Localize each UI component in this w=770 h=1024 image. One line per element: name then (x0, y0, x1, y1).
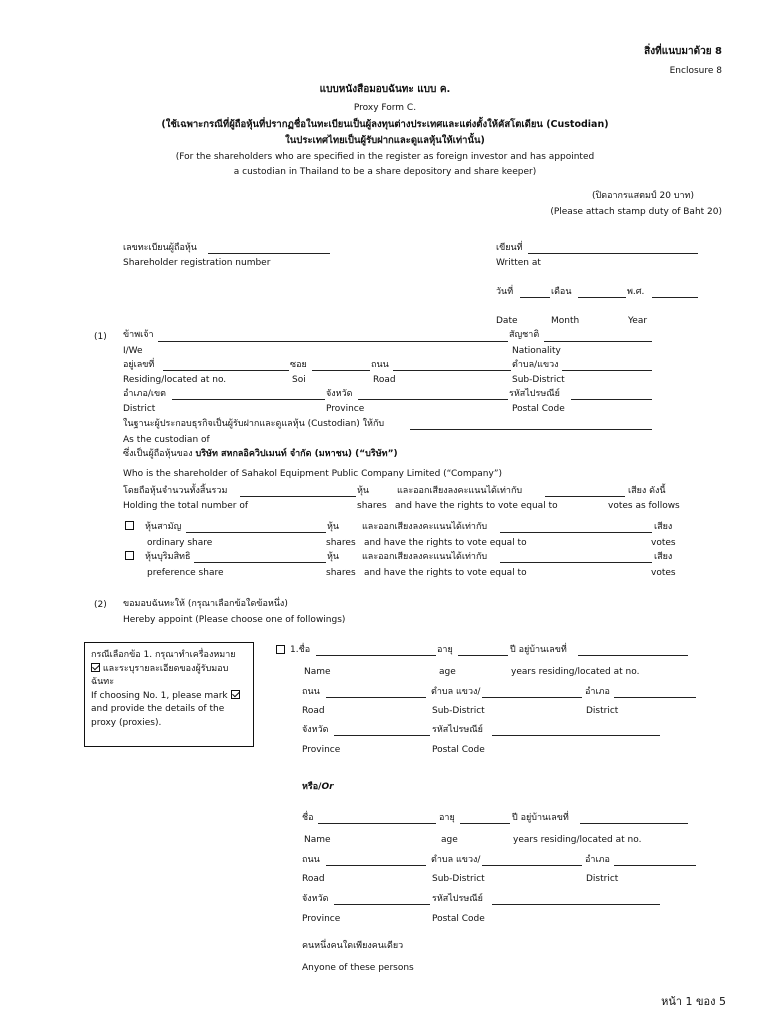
proxy-2-district-label-th: อำเภอ (585, 855, 610, 865)
total-shares-unit-th: หุ้น (357, 486, 370, 496)
ordinary-votes-field[interactable] (500, 532, 652, 533)
proxy-2-province-field[interactable] (334, 904, 430, 905)
total-votes-field[interactable] (545, 496, 625, 497)
proxy-2-postal-code-field[interactable] (492, 904, 660, 905)
proxy-1-district-label-en: District (586, 706, 619, 716)
enclosure-th: สิ่งที่แนบมาด้วย 8 (644, 46, 722, 57)
company-name-th: บริษัท สหกลอิควิปเมนท์ จำกัด (มหาชน) (“บริษัท”) (195, 449, 398, 459)
section-2-number: (2) (94, 600, 107, 610)
total-shares-unit-en: shares (357, 501, 387, 511)
proxy-1-name-label-en: Name (304, 667, 331, 677)
date-label-th: วันที่ (496, 287, 514, 297)
preference-share-label-th: หุ้นบุริมสิทธิ (145, 552, 191, 562)
soi-label-en: Soi (292, 375, 306, 385)
ordinary-share-label-en: ordinary share (147, 538, 213, 548)
written-at-field[interactable] (528, 253, 698, 254)
enclosure-en: Enclosure 8 (669, 66, 722, 76)
votes-follow-en: votes as follows (608, 501, 680, 511)
nationality-field[interactable] (544, 341, 652, 342)
proxy-1-province-label-th: จังหวัด (302, 725, 329, 735)
preference-shares-field[interactable] (194, 562, 326, 563)
note-line-5: and provide the details of the (91, 704, 225, 714)
i-we-label-th: ข้าพเจ้า (123, 330, 154, 340)
district-label-th: อำเภอ/เขต (123, 389, 166, 399)
section-1-number: (1) (94, 332, 107, 342)
total-shares-label-en: Holding the total number of (123, 501, 248, 511)
soi-field[interactable] (312, 370, 370, 371)
proxy-2-province-label-th: จังหวัด (302, 894, 329, 904)
proxy-1-years-label-th: ปี อยู่บ้านเลขที่ (510, 645, 567, 655)
road-field[interactable] (393, 370, 511, 371)
month-label-en: Month (551, 316, 580, 326)
stamp-duty-en: (Please attach stamp duty of Baht 20) (550, 207, 722, 217)
province-label-th: จังหวัด (326, 389, 353, 399)
total-votes-label-en: and have the rights to vote equal to (395, 501, 558, 511)
note-line-3: ฉันทะ (91, 677, 115, 687)
ordinary-shares-field[interactable] (186, 532, 326, 533)
ordinary-votes-label-en: and have the rights to vote equal to (364, 538, 527, 548)
preference-share-unit-en: shares (326, 568, 356, 578)
ordinary-share-unit-th: หุ้น (327, 522, 340, 532)
preference-share-label-en: preference share (147, 568, 224, 578)
ordinary-vote-unit-en: votes (651, 538, 676, 548)
proxy-2-district-field[interactable] (614, 865, 696, 866)
shareholder-name-field[interactable] (158, 341, 508, 342)
month-field[interactable] (578, 297, 626, 298)
anyone-label-th: คนหนึ่งคนใดเพียงคนเดียว (302, 941, 404, 951)
address-label-th: อยู่เลขที่ (123, 360, 155, 370)
proxy-1-postal-label-en: Postal Code (432, 745, 485, 755)
preference-share-checkbox[interactable] (125, 551, 134, 560)
custodian-label-en: As the custodian of (123, 435, 210, 445)
proxy-1-address-number-field[interactable] (578, 655, 688, 656)
proxy-1-subdistrict-label-en: Sub-District (432, 706, 485, 716)
subdistrict-label-th: ตำบล/แขวง (512, 360, 559, 370)
reg-label-en: Shareholder registration number (123, 258, 271, 268)
note-line-4: If choosing No. 1, please mark (91, 690, 228, 701)
proxy-1-name-label-th: 1.ชื่อ (290, 645, 311, 655)
form-title-en: Proxy Form C. (353, 103, 417, 113)
proxy-2-postal-label-en: Postal Code (432, 914, 485, 924)
reg-number-field[interactable] (208, 253, 330, 254)
proxy-1-province-field[interactable] (334, 735, 430, 736)
month-label-th: เดือน (551, 287, 572, 297)
total-shares-label-th: โดยถือหุ้นจำนวนทั้งสิ้นรวม (123, 486, 228, 496)
note-line-1: กรณีเลือกข้อ 1. กรุณาทำเครื่องหมาย (91, 650, 236, 660)
proxy-2-subdistrict-label-en: Sub-District (432, 874, 485, 884)
proxy-1-postal-label-th: รหัสไปรษณีย์ (432, 725, 483, 735)
preference-votes-label-en: and have the rights to vote equal to (364, 568, 527, 578)
votes-follow-th: เสียง ดังนี้ (628, 486, 666, 496)
proxy-2-name-label-en: Name (304, 835, 331, 845)
note-line-4-wrap (91, 690, 247, 704)
stamp-duty-th: (ปิดอากรแสตมป์ 20 บาท) (592, 191, 694, 201)
written-label-th: เขียนที่ (496, 243, 523, 253)
proxy-1-name-field[interactable] (316, 655, 436, 656)
proxy-2-postal-label-th: รหัสไปรษณีย์ (432, 894, 483, 904)
proxy-2-age-field[interactable] (460, 823, 510, 824)
checked-box-icon (231, 690, 240, 699)
holder-statement-en: Who is the shareholder of Sahakol Equipment Public Company Limited (“Company”) (123, 469, 503, 479)
address-label-en: Residing/located at no. (123, 375, 227, 385)
form-subtitle-th-2: ในประเทศไทยเป็นผู้รับฝากและดูแลหุ้นให้เท่านั้น) (285, 135, 485, 146)
note-line-2-wrap (91, 663, 247, 677)
proxy-2-subdistrict-label-th: ตำบล แขวง/ (431, 855, 481, 865)
nationality-label-en: Nationality (512, 346, 561, 356)
custodian-label-th: ในฐานะผู้ประกอบธุรกิจเป็นผู้รับฝากและดูแลหุ้น (Custodian) ให้กับ (123, 419, 385, 429)
province-label-en: Province (326, 404, 365, 414)
proxy-1-district-label-th: อำเภอ (585, 687, 610, 697)
proxy-1-age-label-th: อายุ (437, 645, 453, 655)
proxy-2-name-label-th: ชื่อ (302, 813, 314, 823)
nationality-label-th: สัญชาติ (509, 330, 540, 340)
district-label-en: District (123, 404, 156, 414)
year-field[interactable] (652, 297, 698, 298)
proxy-1-province-label-en: Province (302, 745, 341, 755)
proxy-2-district-label-en: District (586, 874, 619, 884)
proxy-1-subdistrict-field[interactable] (482, 697, 582, 698)
ordinary-share-unit-en: shares (326, 538, 356, 548)
proxy-2-age-label-th: อายุ (439, 813, 455, 823)
soi-label-th: ซอย (290, 360, 307, 370)
or-label-en: Or (321, 782, 334, 792)
checked-box-icon (91, 663, 100, 672)
note-line-6: proxy (proxies). (91, 717, 162, 728)
postal-label-th: รหัสไปรษณีย์ (509, 389, 560, 399)
note-line-2: และระบุรายละเอียดของผู้รับมอบ (102, 663, 229, 674)
proxy-1-age-label-en: age (439, 667, 456, 677)
proxy-1-road-label-th: ถนน (302, 687, 320, 697)
proxy-2-province-label-en: Province (302, 914, 341, 924)
form-title-th: แบบหนังสือมอบฉันทะ แบบ ค. (319, 84, 451, 95)
custodian-of-field[interactable] (410, 429, 652, 430)
proxy-2-subdistrict-field[interactable] (482, 865, 582, 866)
proxy-1-road-label-en: Road (302, 706, 325, 716)
ordinary-votes-label-th: และออกเสียงลงคะแนนได้เท่ากับ (362, 522, 488, 532)
date-label-en: Date (496, 316, 518, 326)
proxy-1-checkbox[interactable] (276, 645, 285, 654)
subdistrict-label-en: Sub-District (512, 375, 565, 385)
proxy-2-road-label-th: ถนน (302, 855, 320, 865)
proxy-1-age-field[interactable] (458, 655, 508, 656)
road-label-th: ถนน (371, 360, 389, 370)
appoint-label-th: ขอมอบฉันทะให้ (กรุณาเลือกข้อใดข้อหนึ่ง) (123, 599, 288, 609)
page-number: หน้า 1 ของ 5 (661, 995, 726, 1008)
year-label-th: พ.ศ. (627, 287, 645, 297)
preference-votes-label-th: และออกเสียงลงคะแนนได้เท่ากับ (362, 552, 488, 562)
district-field[interactable] (172, 399, 325, 400)
anyone-label-en: Anyone of these persons (302, 963, 414, 973)
preference-votes-field[interactable] (500, 562, 652, 563)
proxy-1-years-label-en: years residing/located at no. (511, 667, 640, 677)
preference-vote-unit-th: เสียง (654, 552, 673, 562)
i-we-label-en: I/We (123, 346, 143, 356)
proxy-2-name-field[interactable] (318, 823, 436, 824)
holder-statement-th-prefix: ซึ่งเป็นผู้ถือหุ้นของ (123, 449, 196, 459)
ordinary-share-label-th: หุ้นสามัญ (145, 522, 182, 532)
form-subtitle-en-1: (For the shareholders who are specified in the register as foreign investor and has appointed (175, 152, 595, 162)
postal-label-en: Postal Code (512, 404, 565, 414)
proxy-1-postal-code-field[interactable] (492, 735, 660, 736)
proxy-2-years-label-th: ปี อยู่บ้านเลขที่ (512, 813, 569, 823)
proxy-2-age-label-en: age (441, 835, 458, 845)
proxy-2-years-label-en: years residing/located at no. (513, 835, 642, 845)
ordinary-vote-unit-th: เสียง (654, 522, 673, 532)
proxy-1-district-field[interactable] (614, 697, 696, 698)
total-votes-label-th: และออกเสียงลงคะแนนได้เท่ากับ (397, 486, 523, 496)
subdistrict-field[interactable] (562, 370, 652, 371)
holder-statement-th (123, 450, 398, 459)
or-label (302, 783, 334, 792)
ordinary-share-checkbox[interactable] (125, 521, 134, 530)
proxy-1-subdistrict-label-th: ตำบล แขวง/ (431, 687, 481, 697)
or-label-th: หรือ/ (302, 782, 322, 792)
proxy-2-address-number-field[interactable] (580, 823, 688, 824)
written-label-en: Written at (496, 258, 541, 268)
postal-code-field[interactable] (571, 399, 652, 400)
appoint-label-en: Hereby appoint (Please choose one of followings) (123, 615, 346, 625)
preference-share-unit-th: หุ้น (327, 552, 340, 562)
proxy-2-road-field[interactable] (326, 865, 426, 866)
road-label-en: Road (373, 375, 396, 385)
form-subtitle-en-2: a custodian in Thailand to be a share depository and share keeper) (233, 167, 537, 177)
instruction-note-box (84, 642, 254, 747)
reg-label-th: เลขทะเบียนผู้ถือหุ้น (123, 243, 197, 253)
total-shares-field[interactable] (240, 496, 356, 497)
proxy-2-road-label-en: Road (302, 874, 325, 884)
form-subtitle-th-1: (ใช้เฉพาะกรณีที่ผู้ถือหุ้นที่ปรากฏชื่อในทะเบียนเป็นผู้ลงทุนต่างประเทศและแต่งตั้งให้คัสโตเดียน (Custodian) (161, 119, 609, 130)
preference-vote-unit-en: votes (651, 568, 676, 578)
proxy-1-road-field[interactable] (326, 697, 426, 698)
address-number-field[interactable] (163, 370, 289, 371)
year-label-en: Year (628, 316, 648, 326)
date-field[interactable] (520, 297, 550, 298)
province-field[interactable] (358, 399, 508, 400)
